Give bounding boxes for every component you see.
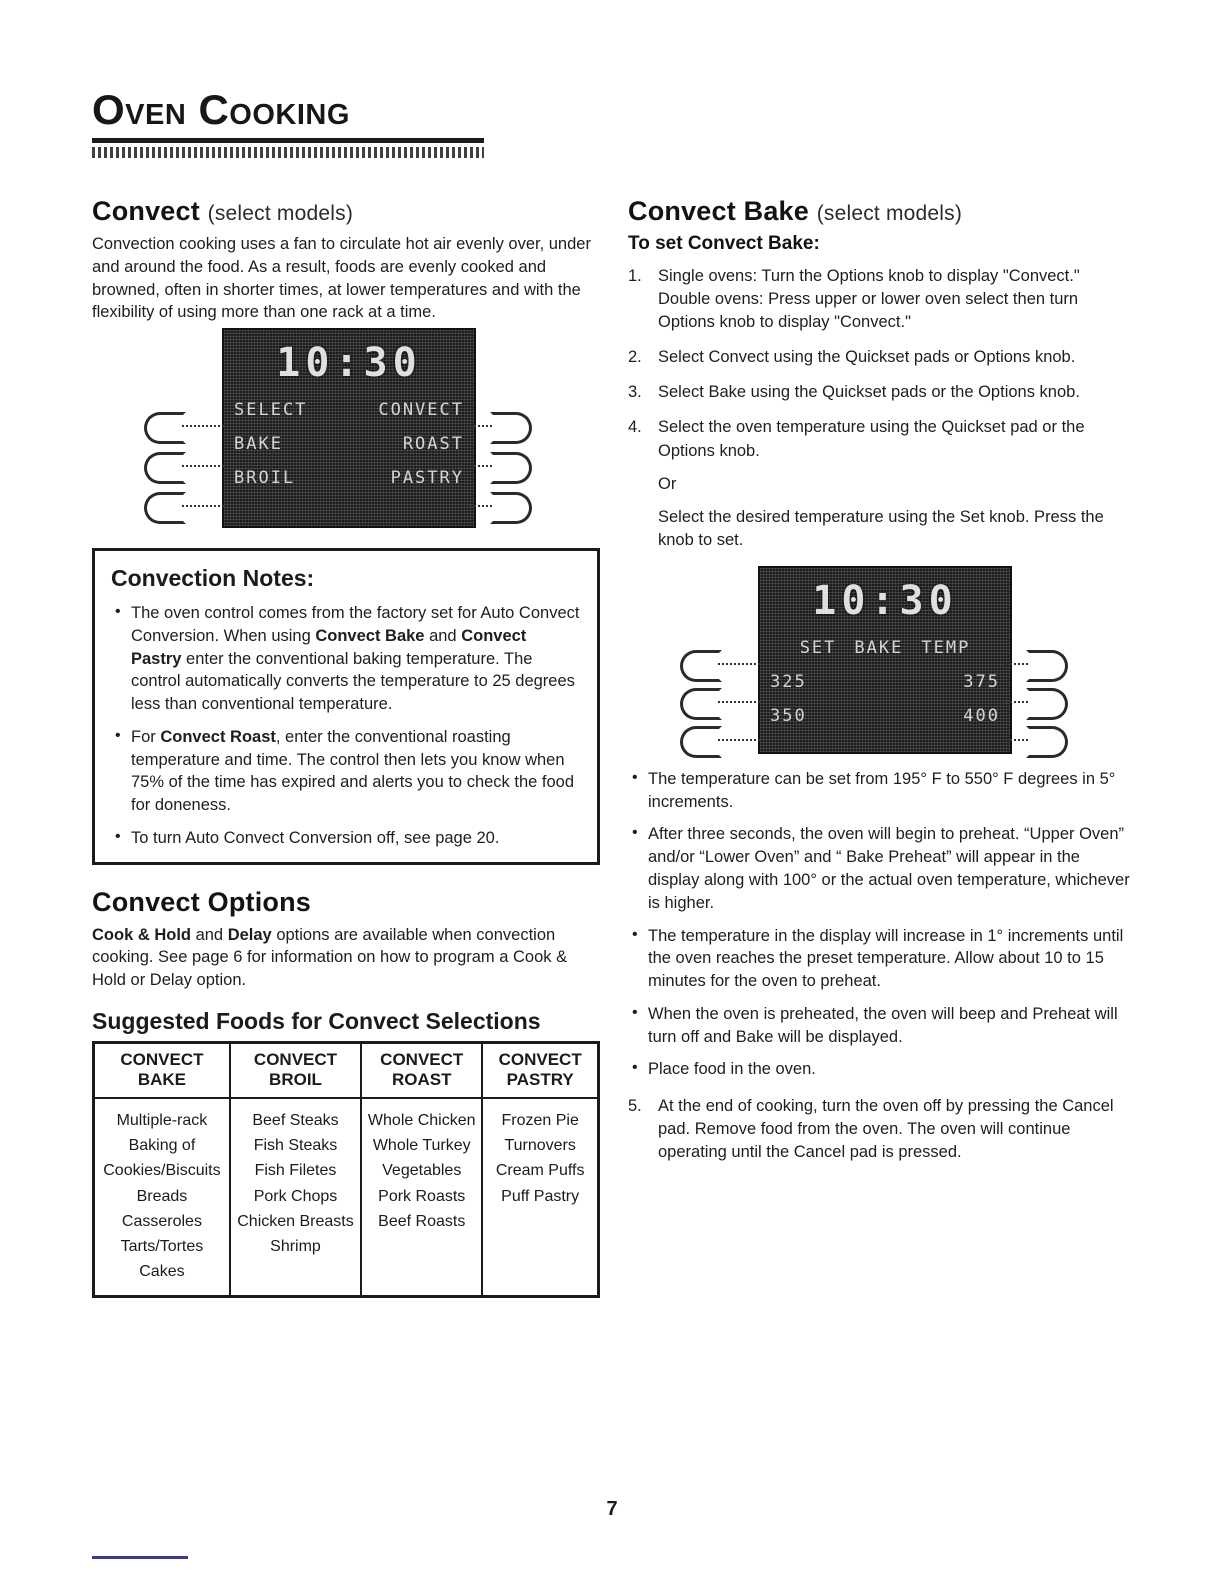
leader-line-1 bbox=[182, 425, 224, 427]
table-row bbox=[94, 1259, 599, 1297]
table-header-row bbox=[94, 1043, 599, 1099]
knob2-right-bottom-icon bbox=[1026, 726, 1068, 758]
table-cell: Breads bbox=[94, 1184, 230, 1209]
table-cell: Whole Chicken bbox=[361, 1098, 482, 1133]
display-label-bake: BAKE bbox=[234, 434, 283, 455]
right-column bbox=[628, 196, 1134, 1176]
convect-bake-title-subtext: (select models) bbox=[816, 202, 963, 225]
table-cell bbox=[361, 1259, 482, 1297]
column-header-convect-pastry bbox=[482, 1043, 598, 1099]
suggested-foods-title: Suggested Foods for Convect Selections bbox=[92, 1008, 541, 1035]
leader-line-2 bbox=[182, 465, 224, 467]
convect-title-text: Convect bbox=[92, 196, 200, 226]
table-cell: Tarts/Tortes bbox=[94, 1234, 230, 1259]
table-row bbox=[94, 1184, 599, 1209]
table-cell: Shrimp bbox=[230, 1234, 361, 1259]
display-label-temp: TEMP bbox=[921, 637, 971, 658]
table-cell: Puff Pastry bbox=[482, 1184, 598, 1209]
knob2-left-middle-icon bbox=[680, 688, 722, 720]
table-cell: Pork Roasts bbox=[361, 1184, 482, 1209]
leader-line-12 bbox=[1006, 739, 1028, 741]
step-text: Select Convect using the Quickset pads or Options knob. bbox=[658, 348, 1076, 367]
step-number: 1. bbox=[628, 267, 642, 285]
leader-line-10 bbox=[1006, 663, 1028, 665]
convect-options-paragraph: Cook & Hold and Delay options are available when convection cooking. See page 6 for information on how to program a Cook & Hold or Delay option. bbox=[92, 925, 568, 990]
column-header-line2: BAKE bbox=[137, 1069, 186, 1089]
table-cell: Cookies/Biscuits bbox=[94, 1158, 230, 1183]
table-cell: Beef Roasts bbox=[361, 1209, 482, 1234]
column-header-line1: CONVECT bbox=[380, 1050, 464, 1070]
table-row bbox=[94, 1209, 599, 1234]
table-cell bbox=[482, 1234, 598, 1259]
display-label-select: SELECT bbox=[234, 400, 308, 421]
display-row-bake-roast bbox=[234, 434, 464, 454]
table-row bbox=[94, 1098, 599, 1133]
list-item: • Place food in the oven. bbox=[628, 1058, 1134, 1081]
knob-left-bottom-icon bbox=[144, 492, 186, 524]
knob2-left-bottom-icon bbox=[680, 726, 722, 758]
page-header bbox=[92, 88, 1132, 158]
display-temp-350: 350 bbox=[770, 705, 807, 726]
display-label-bake: BAKE bbox=[854, 637, 904, 658]
step-text: Select Bake using the Quickset pads or the Options knob. bbox=[658, 383, 1080, 402]
suggested-foods-table bbox=[92, 1041, 600, 1298]
list-item: • The temperature in the display will increase in 1° increments until the oven reaches the preset temperature. Allow about 10 to 15 minutes for the oven to preheat. bbox=[628, 925, 1134, 993]
leader-line-7 bbox=[718, 663, 760, 665]
display-temp-325: 325 bbox=[770, 671, 807, 692]
list-item: • For Convect Roast, enter the conventional roasting temperature and time. The control then lets you know when 75% of the time has expired and alerts you to check the food for doneness. bbox=[111, 726, 581, 817]
column-header-line2: ROAST bbox=[391, 1069, 452, 1089]
convect-bake-bullets bbox=[628, 768, 1134, 1081]
convect-bake-section-title bbox=[628, 196, 1134, 227]
table-cell bbox=[482, 1259, 598, 1297]
table-cell bbox=[482, 1209, 598, 1234]
table-cell: Chicken Breasts bbox=[230, 1209, 361, 1234]
leader-line-3 bbox=[182, 505, 224, 507]
display-row-broil-pastry bbox=[234, 468, 464, 488]
step-number: 5. bbox=[628, 1097, 642, 1116]
convect-title-subtext: (select models) bbox=[207, 202, 354, 225]
display-clock-2: 10:30 bbox=[812, 577, 958, 624]
list-item: • The temperature can be set from 195° F to 550° F degrees in 5° increments. bbox=[628, 768, 1134, 814]
leader-line-9 bbox=[718, 739, 760, 741]
table-cell bbox=[361, 1234, 482, 1259]
leader-line-4 bbox=[470, 425, 492, 427]
convect-bake-display-illustration bbox=[628, 564, 1134, 754]
convect-bake-title-text: Convect Bake bbox=[628, 196, 809, 226]
oven-display-panel-2 bbox=[758, 566, 1012, 754]
leader-line-8 bbox=[718, 701, 760, 703]
footer-rule bbox=[92, 1556, 188, 1559]
leader-line-11 bbox=[1006, 701, 1028, 703]
table-cell: Fish Steaks bbox=[230, 1133, 361, 1158]
oven-display-panel-1 bbox=[222, 328, 476, 528]
column-header-convect-roast bbox=[361, 1043, 482, 1099]
table-cell: Beef Steaks bbox=[230, 1098, 361, 1133]
knob-left-top-icon bbox=[144, 412, 186, 444]
leader-line-5 bbox=[470, 465, 492, 467]
list-item: • To turn Auto Convect Conversion off, see page 20. bbox=[111, 827, 581, 850]
knob-left-middle-icon bbox=[144, 452, 186, 484]
step-text: Single ovens: Turn the Options knob to display "Convect." Double ovens: Press upper or lower oven select then turn Options knob to display "Convect." bbox=[658, 267, 1080, 332]
table-row bbox=[94, 1133, 599, 1158]
display-clock-1: 10:30 bbox=[276, 340, 422, 387]
list-item bbox=[628, 1095, 1134, 1164]
convect-bake-steps bbox=[628, 265, 1134, 552]
page-title: Oven Cooking bbox=[92, 86, 350, 133]
display-temp-375: 375 bbox=[963, 671, 1000, 692]
display-temp-400: 400 bbox=[963, 705, 1000, 726]
convect-display-illustration bbox=[92, 334, 600, 534]
step-text: Select the oven temperature using the Quickset pad or the Options knob. bbox=[658, 418, 1085, 460]
column-header-convect-broil bbox=[230, 1043, 361, 1099]
list-item bbox=[628, 265, 1134, 334]
table-cell: Multiple-rack bbox=[94, 1098, 230, 1133]
table-cell: Cream Puffs bbox=[482, 1158, 598, 1183]
list-item: • The oven control comes from the factory set for Auto Convect Conversion. When using Convect Bake and Convect Pastry enter the conventional baking temperature. The control automatically converts the temperature to 25 degrees less than conventional temperature. bbox=[111, 602, 581, 716]
column-header-convect-bake bbox=[94, 1043, 230, 1099]
convect-paragraph: Convection cooking uses a fan to circulate hot air evenly over, under and around the food. As a result, foods are evenly cooked and browned, often in shorter times, at lower temperatures and with the flexibility of using more than one rack at a time. bbox=[92, 235, 591, 322]
table-row bbox=[94, 1234, 599, 1259]
list-item: • When the oven is preheated, the oven will beep and Preheat will turn off and Bake will be displayed. bbox=[628, 1003, 1134, 1049]
title-rule bbox=[92, 138, 484, 143]
list-item bbox=[628, 381, 1134, 404]
column-header-line1: CONVECT bbox=[253, 1050, 338, 1070]
knob2-right-top-icon bbox=[1026, 650, 1068, 682]
title-hatch-decoration bbox=[92, 147, 484, 158]
step-number: 3. bbox=[628, 383, 642, 402]
knob-right-top-icon bbox=[490, 412, 532, 444]
display-row-set-bake-temp bbox=[770, 638, 1000, 658]
table-cell: Casseroles bbox=[94, 1209, 230, 1234]
knob2-right-middle-icon bbox=[1026, 688, 1068, 720]
page-number: 7 bbox=[606, 1498, 618, 1520]
table-cell: Frozen Pie bbox=[482, 1098, 598, 1133]
display-label-broil: BROIL bbox=[234, 468, 296, 489]
convect-section-title bbox=[92, 196, 600, 227]
list-item bbox=[628, 416, 1134, 551]
knob-right-bottom-icon bbox=[490, 492, 532, 524]
display-row-temp-325-375 bbox=[770, 672, 1000, 692]
convection-notes-list bbox=[111, 602, 581, 850]
table-cell: Turnovers bbox=[482, 1133, 598, 1158]
knob-right-middle-icon bbox=[490, 452, 532, 484]
convect-bake-subtitle: To set Convect Bake: bbox=[628, 233, 820, 254]
convection-notes-box bbox=[92, 548, 600, 865]
column-header-line2: PASTRY bbox=[506, 1069, 574, 1089]
step-or-label: Or bbox=[658, 474, 677, 493]
step-number: 2. bbox=[628, 348, 642, 367]
display-label-set: SET bbox=[799, 637, 837, 658]
display-label-pastry: PASTRY bbox=[390, 468, 464, 489]
step-number: 4. bbox=[628, 418, 642, 437]
table-cell: Cakes bbox=[94, 1259, 230, 1297]
table-cell: Pork Chops bbox=[230, 1184, 361, 1209]
table-cell: Baking of bbox=[94, 1133, 230, 1158]
column-header-line2: BROIL bbox=[269, 1069, 322, 1089]
step-text: At the end of cooking, turn the oven off by pressing the Cancel pad. Remove food from the oven. The oven will continue operating until the Cancel pad is pressed. bbox=[658, 1097, 1114, 1162]
table-cell: Whole Turkey bbox=[361, 1133, 482, 1158]
left-column bbox=[92, 196, 600, 1298]
column-header-line1: CONVECT bbox=[498, 1050, 582, 1070]
convection-notes-title: Convection Notes: bbox=[111, 565, 315, 592]
convect-options-title: Convect Options bbox=[92, 886, 312, 917]
table-cell: Fish Filetes bbox=[230, 1158, 361, 1183]
display-label-convect: CONVECT bbox=[378, 400, 464, 421]
convect-bake-final-step bbox=[628, 1095, 1134, 1164]
display-row-select-convect bbox=[234, 400, 464, 420]
column-header-line1: CONVECT bbox=[120, 1050, 204, 1070]
table-cell bbox=[230, 1259, 361, 1297]
display-label-roast: ROAST bbox=[402, 434, 464, 455]
leader-line-6 bbox=[470, 505, 492, 507]
display-row-temp-350-400 bbox=[770, 706, 1000, 726]
list-item bbox=[628, 346, 1134, 369]
table-cell: Vegetables bbox=[361, 1158, 482, 1183]
list-item: • After three seconds, the oven will begin to preheat. “Upper Oven” and/or “Lower Oven” and “ Bake Preheat” will appear in the display along with 100° or the actual oven temperature, whichever is higher. bbox=[628, 823, 1134, 914]
knob2-left-top-icon bbox=[680, 650, 722, 682]
step-alt-text: Select the desired temperature using the Set knob. Press the knob to set. bbox=[658, 507, 1104, 549]
table-row bbox=[94, 1158, 599, 1183]
